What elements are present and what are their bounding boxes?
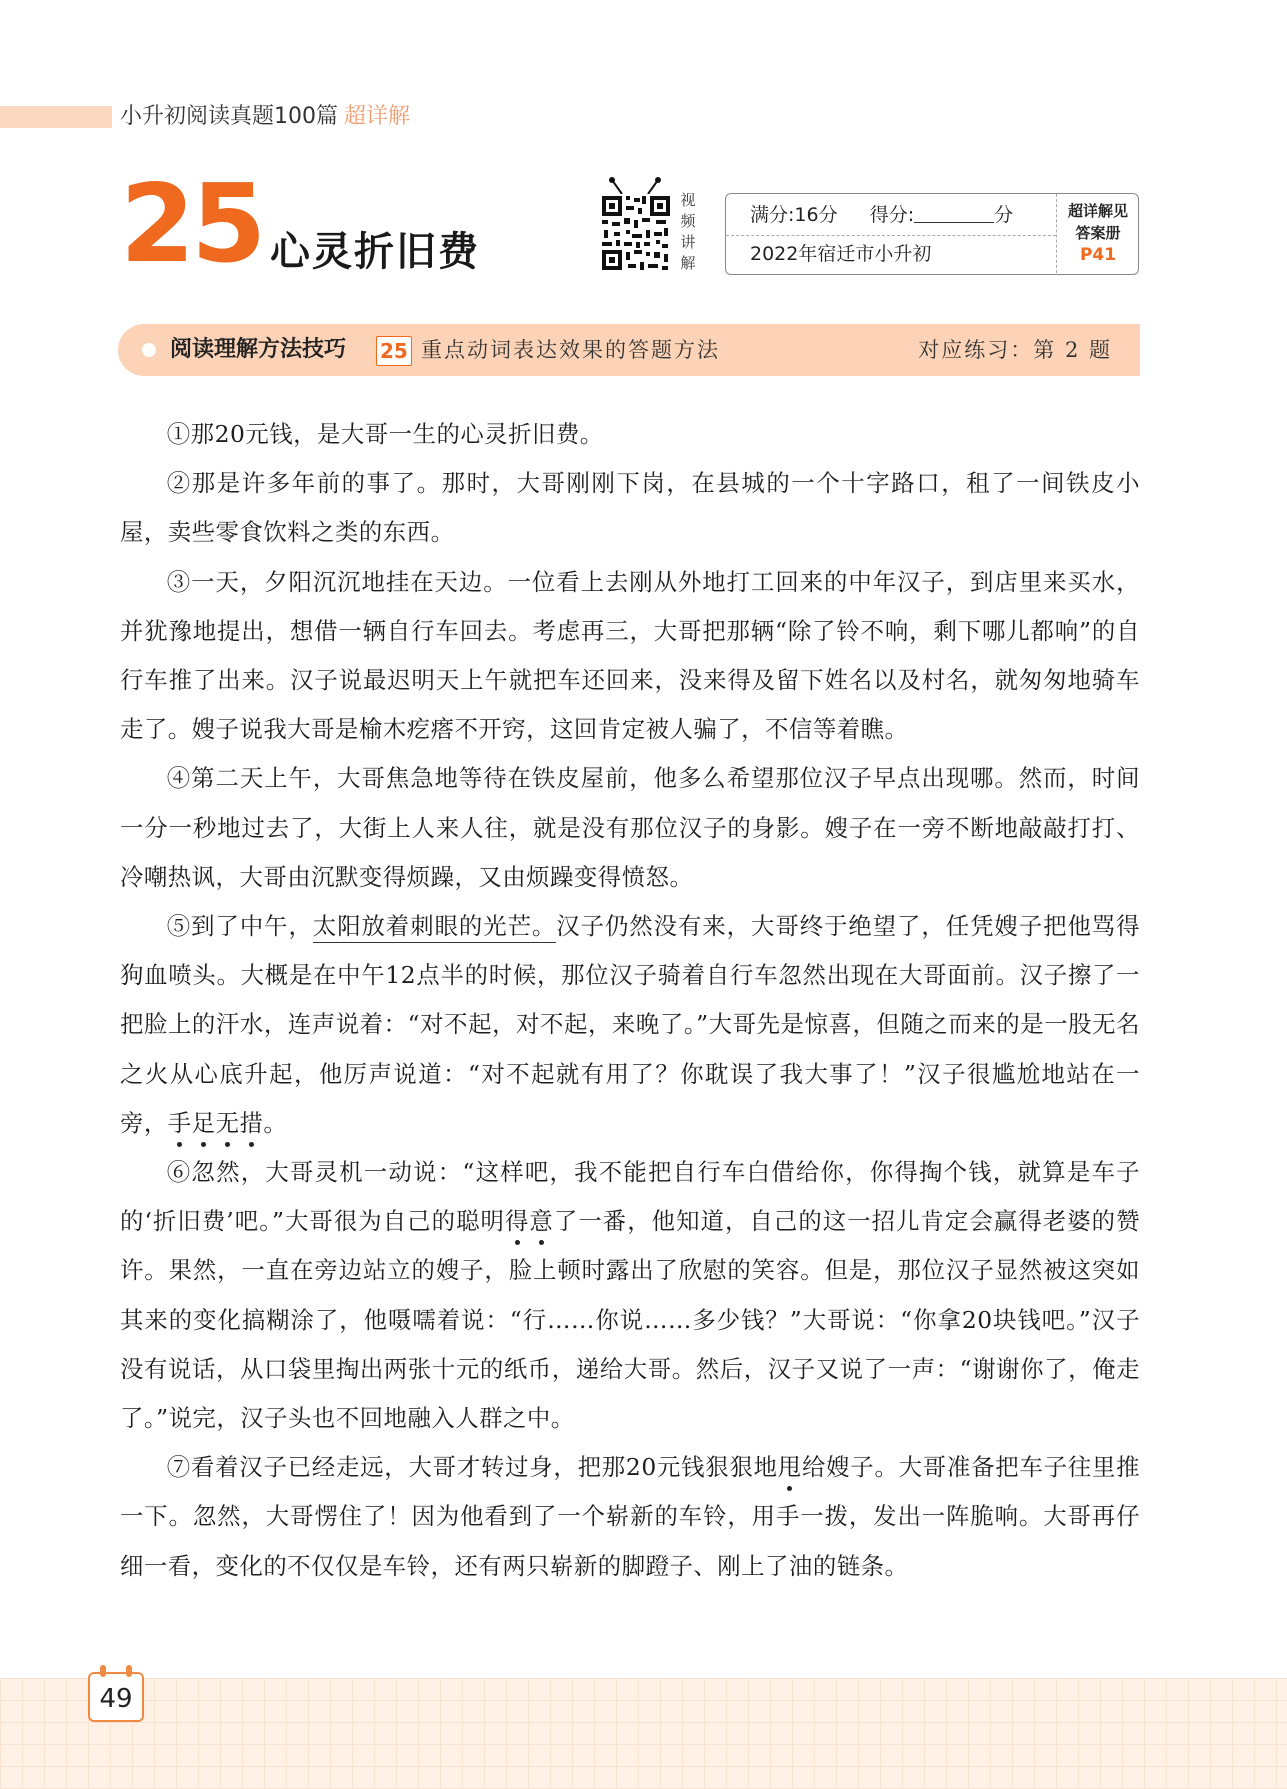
- video-caption-char: 讲: [680, 233, 696, 251]
- paragraph-7-text: 给嫂子。大哥准备把车子往里推一下。忽然，大哥愣住了！因为他看到了一个崭新的车铃，用手一拨，发出一阵脆响。大哥再仔细一看，变化的不仅仅是车铃，还有两只崭新的脚蹬子、刚上了油的链条。: [120, 1453, 1141, 1580]
- header-accent-band: [0, 106, 112, 128]
- lesson-title: 心灵折旧费: [270, 229, 480, 275]
- paragraph-6-text: ⑥忽然，大哥灵机一动说：“这样吧，我不能把自行车白借给你，你得掏个钱，就算是车子的‘折旧费’吧。”大哥很为自己的聪明: [120, 1158, 1140, 1236]
- paragraph-4: ④第二天上午，大哥焦急地等待在铁皮屋前，他多么希望那位汉子早点出现哪。然而，时间一分一秒地过去了，大街上人来人往，就是没有那位汉子的身影。嫂子在一旁不断地敲敲打打、冷嘲热讽，大哥由沉默变得烦躁，又由烦躁变得愤怒。: [120, 764, 1140, 891]
- paragraph-6: [120, 1148, 1140, 1443]
- paragraph-5-text: ⑤到了中午，: [166, 912, 313, 941]
- page-number-calendar-icon: [88, 1672, 144, 1722]
- series-accent: 超详解: [344, 104, 411, 129]
- score-blank-field[interactable]: [914, 204, 994, 223]
- video-qr-block[interactable]: [598, 176, 708, 276]
- bullet-dot-icon: [142, 343, 156, 357]
- method-banner: [118, 324, 1140, 376]
- method-practice-ref: 对应练习：第 2 题: [918, 338, 1112, 362]
- score-divider: [726, 235, 1056, 236]
- qr-code-icon[interactable]: [598, 176, 678, 276]
- emphasis-dot-char: 手: [167, 1108, 192, 1137]
- full-score: 满分:16分: [750, 204, 838, 226]
- emphasis-dot-char: 无: [215, 1108, 240, 1137]
- method-label: 阅读理解方法技巧: [170, 337, 347, 362]
- score-label: 得分:: [869, 204, 915, 226]
- answer-ref-line2: 答案册: [1075, 224, 1121, 242]
- emphasis-dot-char: 得: [504, 1207, 530, 1236]
- method-number-badge: 25: [376, 336, 412, 366]
- paragraph-5-text: 汉子仍然没有来，大哥终于绝望了，任凭嫂子把他骂得狗血喷头。大概是在中午12点半的时候，那位汉子骑着自行车忽然出现在大哥面前。汉子擦了一把脸上的汗水，连声说着：“对不起，对不起，来晚了。”大哥先是惊喜，但随之而来的是一股无名之火从心底升起，他厉声说道：“对不起就有用了？你耽误了我大事了！”汉子很尴尬地站在一旁，: [120, 912, 1141, 1137]
- paragraph-7-text: ⑦看着汉子已经走远，大哥才转过身，把那20元钱狠狠地: [166, 1453, 778, 1482]
- paragraph-6-text: 了一番，他知道，自己的这一招儿肯定会赢得老婆的赞许。果然，一直在旁边站立的嫂子，脸上顿时露出了欣慰的笑容。但是，那位汉子显然被这突如其来的变化搞糊涂了，他嗫嚅着说：“行……你说……多少钱？”大哥说：“你拿20块钱吧。”汉子没有说话，从口袋里掏出两张十元的纸币，递给大哥。然后，汉子又说了一声：“谢谢你了，俺走了。”说完，汉子头也不回地融入人群之中。: [120, 1207, 1141, 1433]
- paragraph-7: [120, 1443, 1140, 1591]
- paragraph-2: ②那是许多年前的事了。那时，大哥刚刚下岗，在县城的一个十字路口，租了一间铁皮小屋，卖些零食饮料之类的东西。: [120, 469, 1140, 547]
- footer-grid-background: [0, 1678, 1287, 1789]
- emphasis-dot-char: 措: [239, 1108, 264, 1137]
- emphasis-dot-char: 甩: [777, 1453, 802, 1482]
- paragraph-5-text: 。: [263, 1108, 288, 1137]
- answer-ref-line1: 超详解见: [1067, 202, 1128, 220]
- exam-source: 2022年宿迁市小升初: [750, 243, 932, 265]
- video-caption-char: 频: [680, 212, 696, 230]
- score-box: [725, 193, 1139, 275]
- series-name: 小升初阅读真题100篇: [120, 104, 338, 129]
- video-caption-char: 视: [680, 191, 696, 209]
- answer-reference: [1058, 200, 1138, 266]
- page-number: 49: [99, 1684, 133, 1714]
- lesson-number: 25: [120, 162, 263, 287]
- video-caption: [678, 190, 698, 274]
- article-body: [120, 410, 1140, 1591]
- emphasis-dot-char: 足: [191, 1108, 216, 1137]
- video-caption-char: 解: [680, 254, 696, 272]
- method-description: 重点动词表达效果的答题方法: [421, 338, 720, 362]
- paragraph-1: ①那20元钱，是大哥一生的心灵折旧费。: [166, 420, 604, 448]
- series-title: [120, 102, 410, 132]
- paragraph-3: ③一天，夕阳沉沉地挂在天边。一位看上去刚从外地打工回来的中年汉子，到店里来买水，并犹豫地提出，想借一辆自行车回去。考虑再三，大哥把那辆“除了铃不响，剩下哪儿都响”的自行车推了出来。汉子说最迟明天上午就把车还回来，没来得及留下姓名以及村名，就匆匆地骑车走了。嫂子说我大哥是榆木疙瘩不开窍，这回肯定被人骗了，不信等着瞧。: [120, 567, 1140, 744]
- score-vertical-divider: [1056, 194, 1057, 273]
- underlined-sentence: 太阳放着刺眼的光芒。: [313, 912, 556, 943]
- answer-ref-page: P41: [1079, 245, 1117, 265]
- score-unit: 分: [994, 204, 1014, 226]
- emphasis-dot-char: 意: [529, 1207, 554, 1236]
- score-row: [750, 200, 1013, 230]
- paragraph-5: [120, 902, 1140, 1148]
